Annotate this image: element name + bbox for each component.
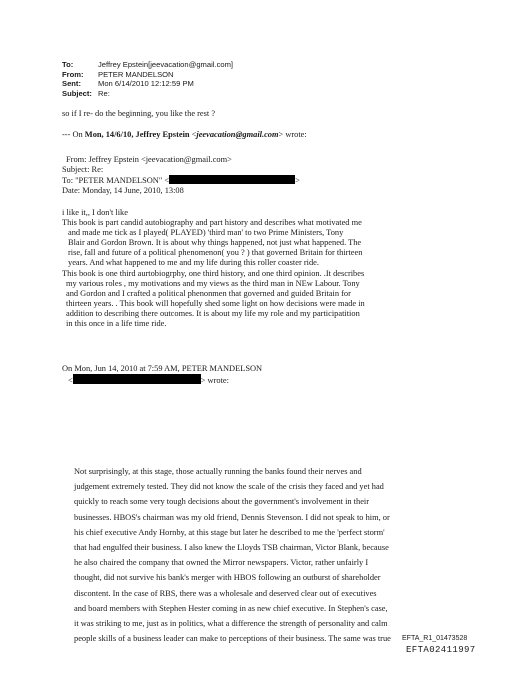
- email-header: [62, 60, 233, 98]
- para-line: thirteen years. . This book will hopefully shed some light on how decisions were made in: [66, 298, 365, 308]
- body-line: it was striking to me, just as in politics, what a difference the strength of personality and calm: [74, 619, 388, 629]
- sent-value: Mon 6/14/2010 12:12:59 PM: [98, 79, 194, 89]
- para-line: i like it,, I don't like: [62, 208, 128, 217]
- body-line: discontent. In the case of RBS, there was a wholesale and deserved clear out of executives: [74, 588, 377, 598]
- footer-ref-2: EFTA02411997: [406, 645, 476, 655]
- redaction-bar: [169, 175, 295, 184]
- fwd-date: Date: Monday, 14 June, 2010, 13:08: [62, 186, 184, 196]
- quote1-date: Mon, 14/6/10, Jeffrey Epstein: [84, 130, 190, 139]
- to-value: Jeffrey Epstein[jeevacation@gmail.com]: [98, 60, 234, 69]
- header-subject-row: [62, 89, 233, 99]
- body-line: Not surprisingly, at this stage, those actually running the banks found their nerves and: [74, 467, 362, 476]
- para-line: in this once in a life time ride.: [66, 319, 167, 329]
- fwd-subject: Subject: Re:: [62, 165, 104, 175]
- quote-header-2: [62, 364, 262, 386]
- body-line: that had engulfed their business. I also knew the Lloyds TSB chairman, Victor Blank, because: [74, 543, 389, 553]
- fwd-to-start: To: "PETER MANDELSON" <: [62, 176, 170, 186]
- body-line: he also chaired the company that owned the Mirror newspapers. Victor, rather unfairly I: [74, 558, 369, 568]
- fwd-to-line: [62, 175, 300, 186]
- redaction-bar: [73, 374, 201, 384]
- quote1-suffix: > wrote:: [278, 130, 307, 139]
- fwd-to-end: >: [295, 176, 300, 186]
- quote1-prefix: --- On: [62, 130, 85, 139]
- footer-ref-1: EFTA_R1_01473528: [402, 635, 468, 642]
- para-line: rise, fall and future of a political phenomenon( you ? ) that governed Britain for thirteen: [68, 248, 363, 258]
- forwarded-header: [62, 155, 300, 196]
- subject-label: Subject:: [62, 88, 92, 98]
- quote1-lt: <: [189, 130, 197, 139]
- quote2-wrote: > wrote:: [200, 376, 229, 386]
- para-line: addition to describing there outcomes. It is about my life my role and my participatition: [66, 308, 360, 318]
- quoted-body: [74, 464, 391, 646]
- from-value: PETER MANDELSON: [98, 69, 174, 79]
- quote1-email: jeevacation@gmail.com: [196, 130, 279, 139]
- para-line: Blair and Gordon Brown. It is about why things happened, not just what happened. The: [68, 238, 362, 248]
- sent-label: Sent:: [62, 79, 81, 89]
- quote2-lt: <: [68, 376, 73, 386]
- para-line: and Gordon and I crafted a political phenonmen that governed and guided Britain for: [66, 288, 351, 298]
- body-line: thought, did not survive his bank's merger with HBOS following an outburst of shareholder: [74, 573, 381, 583]
- para-line: years. And what happened to me and my life during this roller coaster ride.: [68, 258, 319, 268]
- quote2-line1: On Mon, Jun 14, 2010 at 7:59 AM, PETER MANDELSON: [62, 364, 263, 373]
- quote-header-1: [62, 130, 307, 140]
- body-line: people skills of a business leader can make to perceptions of their business. The same was true: [74, 634, 391, 644]
- header-from-row: [62, 70, 233, 80]
- header-to-row: [62, 60, 233, 70]
- body-line: and board members with Stephen Hester coming in as new chief executive. In Stephen's case,: [74, 603, 388, 613]
- subject-value: Re:: [98, 88, 110, 98]
- reply-line: so if I re- do the beginning, you like the rest ?: [62, 109, 216, 118]
- para-line: my various roles , my motivations and my views as the third man in NEw Labour. Tony: [66, 278, 360, 288]
- header-sent-row: [62, 79, 233, 89]
- from-label: From:: [62, 69, 84, 79]
- body-line: businesses. HBOS's chairman was my old friend, Dennis Stevenson. I did not speak to him, or: [74, 512, 390, 522]
- quote2-line2: [62, 374, 262, 386]
- para-line: This book is one third aurtobiogrphy, one third history, and one third opinion. .It describes: [62, 268, 365, 278]
- para-line: This book is part candid autobiography and part history and describes what motivated me: [62, 218, 362, 228]
- email-paragraph: [62, 208, 365, 329]
- body-line: judgement extremely tested. They did not know the scale of the crisis they faced and yet had: [74, 482, 384, 492]
- para-line: and made me tick as I played( PLAYED) 'third man' to two Prime Ministers, Tony: [68, 228, 344, 238]
- to-label: To:: [62, 60, 74, 69]
- body-line: quickly to reach some very tough decisions about the government's involvement in their: [74, 497, 370, 507]
- fwd-from: From: Jeffrey Epstein <jeevacation@gmail.com>: [66, 155, 232, 164]
- body-line: his chief executive Andy Hornby, at this stage but later he described to me the 'perfect storm': [74, 527, 385, 537]
